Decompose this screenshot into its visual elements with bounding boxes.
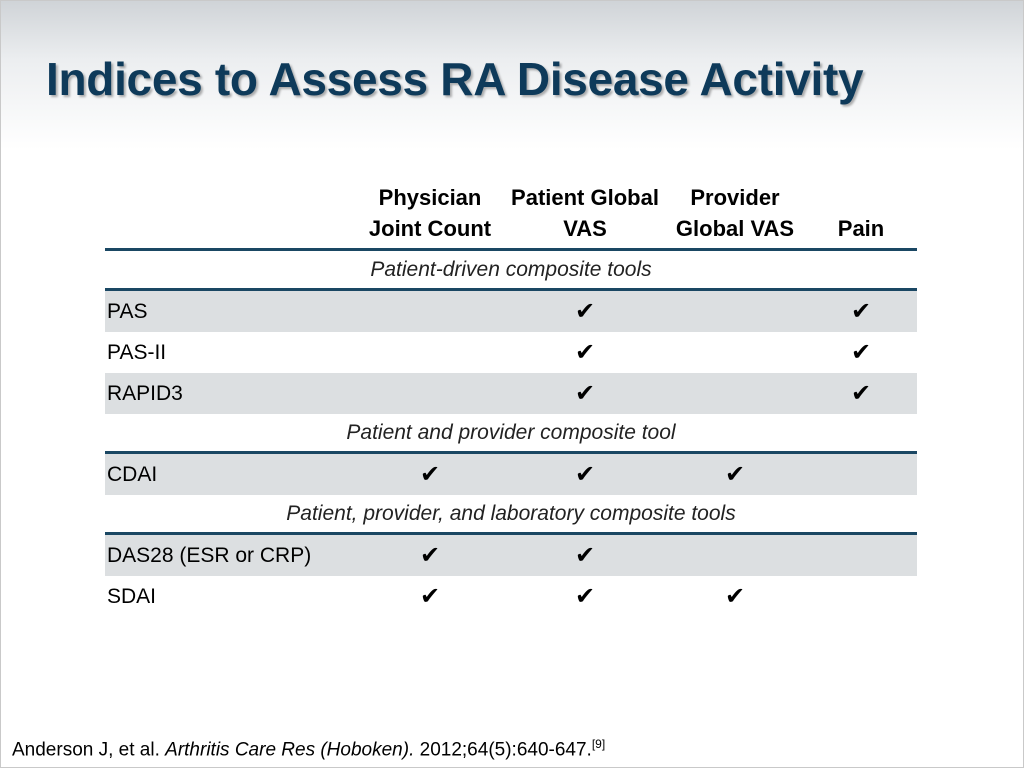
check-icon: ✔ <box>805 290 917 333</box>
header-row <box>105 182 917 250</box>
empty-cell <box>665 373 805 414</box>
header-physician-joint-count: Physician Joint Count <box>355 182 505 250</box>
table-row <box>105 534 917 577</box>
empty-cell <box>355 373 505 414</box>
section-label: Patient and provider composite tool <box>105 414 917 453</box>
check-icon: ✔ <box>505 290 665 333</box>
check-icon: ✔ <box>505 453 665 496</box>
header-patient-global-vas: Patient Global VAS <box>505 182 665 250</box>
section-label: Patient-driven composite tools <box>105 250 917 290</box>
empty-cell <box>665 534 805 577</box>
table-row <box>105 453 917 496</box>
row-label: RAPID3 <box>105 373 355 414</box>
row-label: PAS-II <box>107 340 167 364</box>
empty-cell <box>805 534 917 577</box>
check-icon: ✔ <box>355 453 505 496</box>
citation-authors: Anderson J, et al. <box>12 739 160 761</box>
empty-cell <box>355 290 505 333</box>
check-icon: ✔ <box>805 373 917 414</box>
check-icon: ✔ <box>419 583 441 610</box>
section-row <box>105 414 917 453</box>
section-label: Patient, provider, and laboratory composite tools <box>105 495 917 534</box>
section-row <box>105 495 917 534</box>
check-icon: ✔ <box>574 583 596 610</box>
row-label: PAS <box>105 290 355 333</box>
empty-cell <box>665 290 805 333</box>
table-row <box>105 290 917 333</box>
section-row <box>105 250 917 290</box>
table-row <box>105 576 917 617</box>
row-label: SDAI <box>107 584 157 608</box>
check-icon: ✔ <box>505 534 665 577</box>
empty-cell <box>805 576 917 617</box>
empty-cell <box>355 332 505 373</box>
check-icon: ✔ <box>505 373 665 414</box>
header-pain: Pain <box>805 182 917 250</box>
citation-details: 2012;64(5):640-647. <box>419 739 592 761</box>
citation <box>12 737 605 761</box>
table-row <box>105 332 917 373</box>
empty-cell <box>665 332 805 373</box>
citation-reference: [9] <box>591 737 606 751</box>
empty-cell <box>805 453 917 496</box>
check-icon: ✔ <box>850 339 872 366</box>
check-icon: ✔ <box>574 339 596 366</box>
check-icon: ✔ <box>665 453 805 496</box>
check-icon: ✔ <box>724 583 746 610</box>
slide-title: Indices to Assess RA Disease Activity <box>46 53 864 105</box>
row-label: DAS28 (ESR or CRP) <box>105 534 355 577</box>
table-body <box>105 250 917 618</box>
indices-table <box>105 182 917 617</box>
check-icon: ✔ <box>355 534 505 577</box>
header-provider-global-vas: Provider Global VAS <box>665 182 805 250</box>
header-label-column <box>105 182 355 250</box>
row-label: CDAI <box>105 453 355 496</box>
citation-journal: Arthritis Care Res (Hoboken). <box>165 739 415 761</box>
table-row <box>105 373 917 414</box>
